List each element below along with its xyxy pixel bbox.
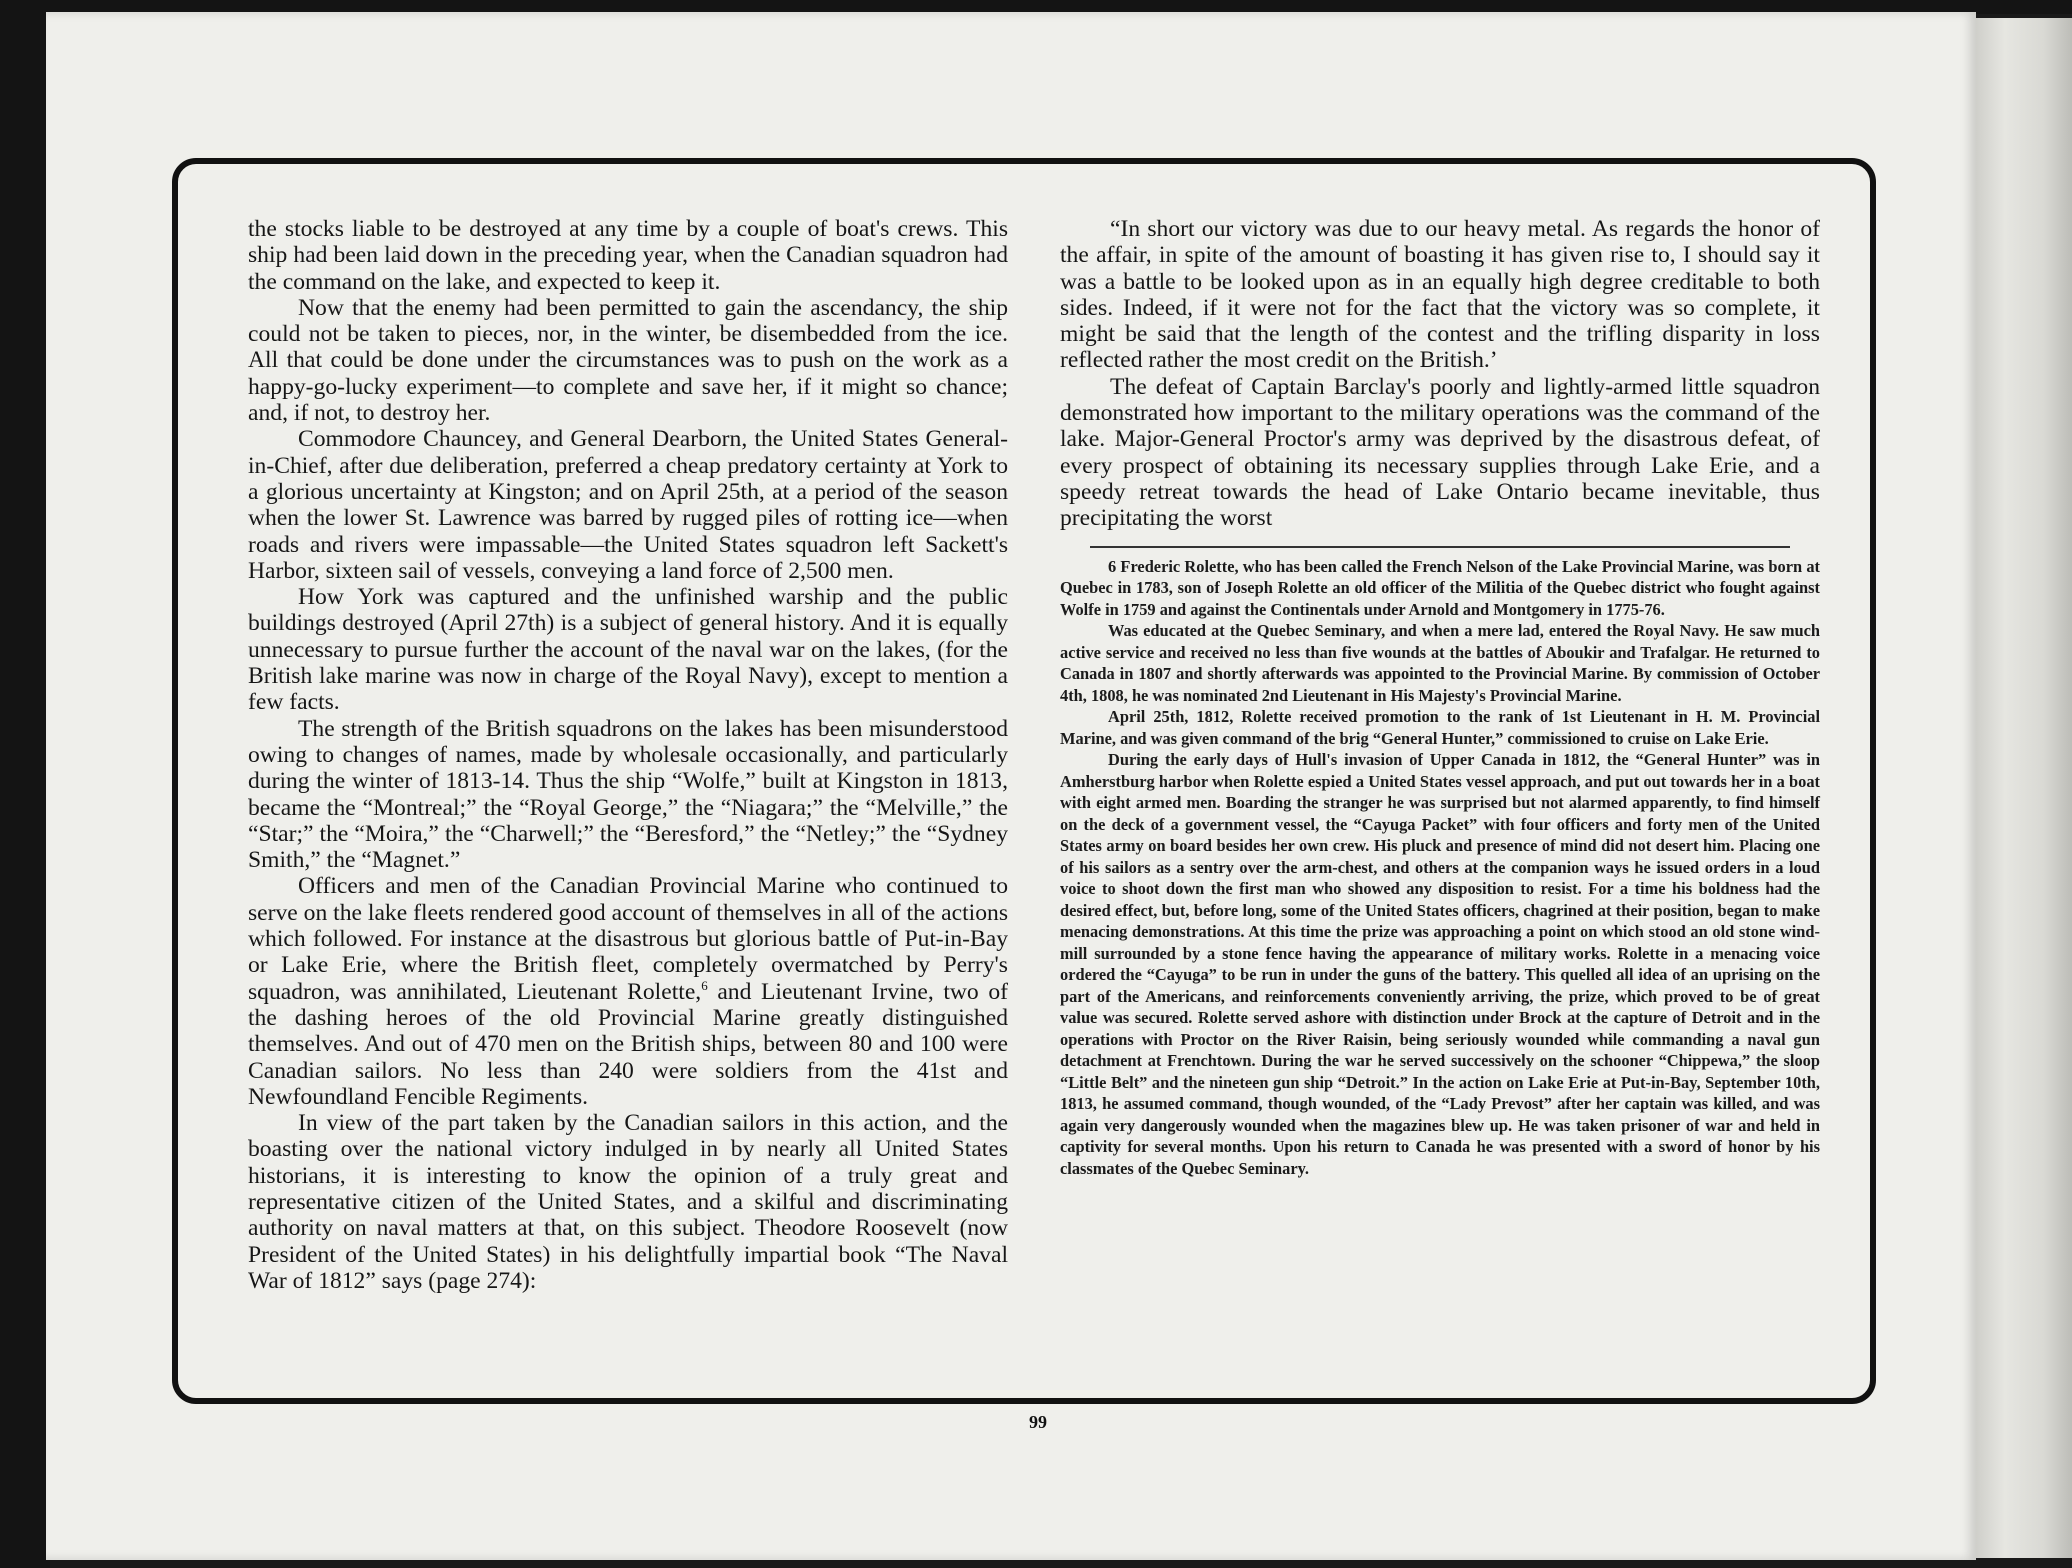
paragraph: In view of the part taken by the Canadian sailors in this action, and the boasting over the national victory indulged in by nearly all United States historians, it is interesting to know the opinion of a truly great and representative citizen of the United States, and a skilful and discriminating authority on naval matters at that, on this subject. Theodore Roosevelt (now President of the United States) in his delightfully impartial book “The Naval War of 1812” says (page 274): [248, 1110, 1008, 1294]
quotation-paragraph: “In short our victory was due to our heavy metal. As regards the honor of the affair, in spite of the amount of boasting it has given rise to, I should say it was a battle to be looked upon as in an equally high degree creditable to both sides. Indeed, if it were not for the fact that the victory was so complete, it might be said that the length of the contest and the trifling disparity in loss reflected rather the most credit on the British.’ [1060, 216, 1820, 374]
footnote: 6 Frederic Rolette, who has been called the French Nelson of the Lake Provincial Marine, was born at Quebec in 1783, son of Joseph Rolette an old officer of the Militia of the Quebec district who fought against Wolfe in 1759 and against the Continentals under Arnold and Montgomery in 1775-76. [1060, 556, 1820, 619]
paragraph-text: Officers and men of the Canadian Provincial Marine who continued to serve on the lake fleets rendered good account of themselves in all of the actions which followed. For instance at the disastrous but glorious battle of Put-in-Bay or Lake Erie, where the British fleet, completely overmatched by Perry's squadron, was annihilated, Lieutenant Rolette, [248, 873, 1008, 1005]
paragraph: The strength of the British squadrons on the lakes has been misunderstood owing to changes of names, made by wholesale occasionally, and particularly during the winter of 1813-14. Thus the ship “Wolfe,” built at Kingston in 1813, became the “Montreal;” the “Royal George,” the “Niagara;” the “Melville,” the “Star;” the “Moira,” the “Charwell;” the “Beresford,” the “Netley;” the “Sydney Smith,” the “Magnet.” [248, 715, 1008, 874]
footnote: April 25th, 1812, Rolette received promotion to the rank of 1st Lieutenant in H. M. Provincial Marine, and was given command of the brig “General Hunter,” commissioned to cruise on Lake Erie. [1060, 707, 1820, 748]
scan-left-border [0, 0, 50, 1568]
paragraph: Commodore Chauncey, and General Dearborn, the United States General-in-Chief, after due deliberation, preferred a cheap predatory certainty at York to a glorious uncertainty at Kingston; and on April 25th, at a period of the season when the lower St. Lawrence was barred by rugged piles of rotting ice—when roads and rivers were impassable—the United States squadron left Sackett's Harbor, sixteen sail of vessels, conveying a land force of 2,500 men. [248, 426, 1008, 584]
paragraph [248, 873, 1008, 1110]
right-text-column [1060, 216, 1820, 1179]
footnote-divider [1090, 546, 1790, 548]
next-page-edge [1976, 18, 2072, 1558]
left-text-column [248, 216, 1008, 1294]
paragraph: the stocks liable to be destroyed at any time by a couple of boat's crews. This ship had been laid down in the preceding year, when the Canadian squadron had the command on the lake, and expected to keep it. [248, 216, 1008, 295]
footnote: Was educated at the Quebec Seminary, and when a mere lad, entered the Royal Navy. He saw much active service and received no less than five wounds at the battles of Aboukir and Trafalgar. He returned to Canada in 1807 and shortly afterwards was appointed to the Provincial Marine. By commission of October 4th, 1808, he was nominated 2nd Lieutenant in His Majesty's Provincial Marine. [1060, 621, 1820, 705]
footnote: During the early days of Hull's invasion of Upper Canada in 1812, the “General Hunter” was in Amherstburg harbor when Rolette espied a United States vessel approach, and put out towards her in a boat with eight armed men. Boarding the stranger he was surprised but not alarmed apparently, to find himself on the deck of a government vessel, the “Cayuga Packet” with four officers and forty men of the United States army on board besides her own crew. His pluck and presence of mind did not desert him. Placing one of his sailors as a sentry over the arm-chest, and others at the companion ways he issued orders in a loud voice to shoot down the first man who showed any disposition to resist. For a time his boldness had the desired effect, but, before long, some of the United States officers, chagrined at their position, began to make menacing demonstrations. At this time the prize was approaching a point on which stood an old stone wind-mill surrounded by a stone fence having the appearance of military works. Rolette in a menacing voice ordered the “Cayuga” to be run in under the guns of the battery. This quelled all idea of an uprising on the part of the Americans, and reinforcements conveniently arriving, the prize, which proved to be of great value was secured. Rolette served ashore with distinction under Brock at the capture of Detroit and in the operations with Proctor on the River Raisin, being seriously wounded while commanding a naval gun detachment at Frenchtown. During the war he served successively on the schooner “Chippewa,” the sloop “Little Belt” and the nineteen gun ship “Detroit.” In the action on Lake Erie at Put-in-Bay, September 10th, 1813, he assumed command, though wounded, of the “Lady Prevost” after her captain was killed, and was again very dangerously wounded when the magazines blew up. He was taken prisoner of war and held in captivity for several months. Upon his return to Canada he was presented with a sword of honor by his classmates of the Quebec Seminary. [1060, 750, 1820, 1178]
page-number: 99 [1029, 1412, 1047, 1432]
paragraph: The defeat of Captain Barclay's poorly and lightly-armed little squadron demonstrated how important to the military operations was the command of the lake. Major-General Proctor's army was deprived by the disastrous defeat, of every prospect of obtaining its necessary supplies through Lake Erie, and a speedy retreat towards the head of Lake Ontario became inevitable, thus precipitating the worst [1060, 373, 1820, 532]
paragraph-text: and Lieutenant Irvine, two of the dashing heroes of the old Provincial Marine greatly distinguished themselves. And out of 470 men on the British ships, between 80 and 100 were Canadian sailors. No less than 240 were soldiers from the 41st and Newfoundland Fencible Regiments. [248, 978, 1008, 1110]
footnotes [1060, 556, 1820, 1180]
paragraph: How York was captured and the unfinished warship and the public buildings destroyed (April 27th) is a subject of general history. And it is equally unnecessary to pursue further the account of the naval war on the lakes, (for the British lake marine was now in charge of the Royal Navy), except to mention a few facts. [248, 584, 1008, 716]
paragraph: Now that the enemy had been permitted to gain the ascendancy, the ship could not be taken to pieces, nor, in the winter, be disembedded from the ice. All that could be done under the circumstances was to push on the work as a happy-go-lucky experiment—to complete and save her, if it might so chance; and, if not, to destroy her. [248, 294, 1008, 427]
footnote-reference: 6 [701, 977, 708, 993]
